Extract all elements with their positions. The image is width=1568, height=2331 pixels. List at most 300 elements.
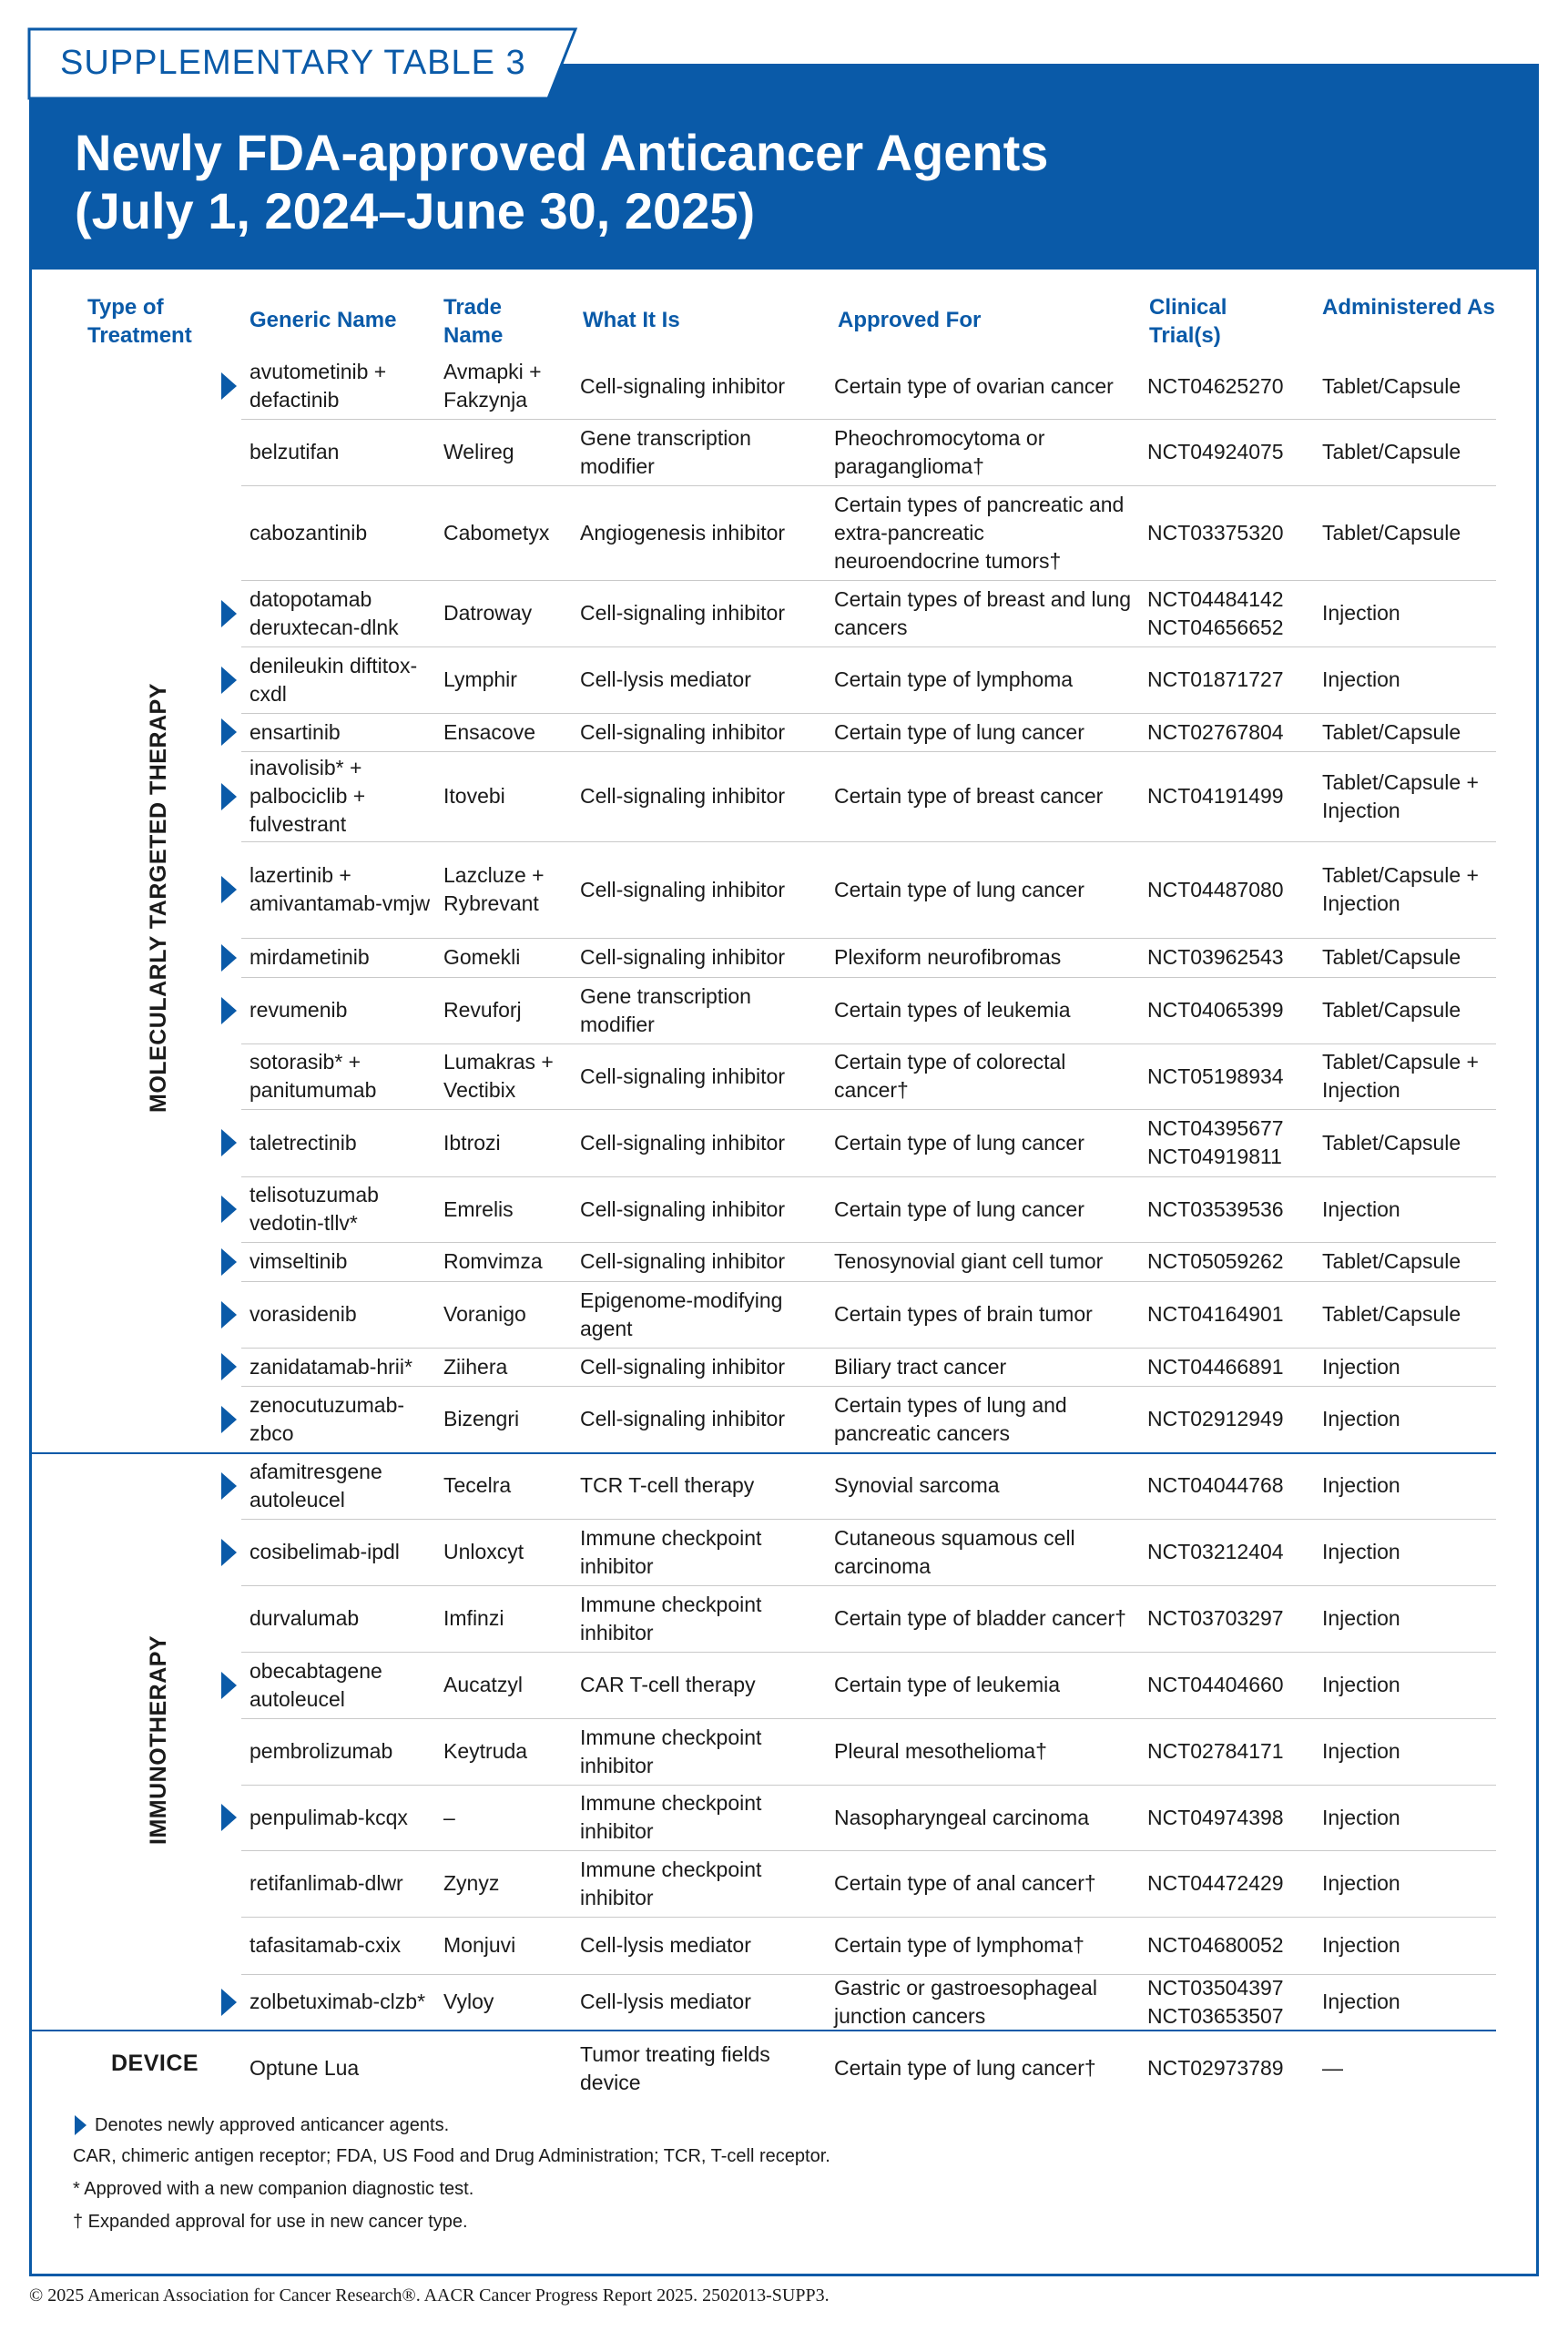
cell-approved-text: Certain types of leukemia — [834, 998, 1071, 1022]
cell-what — [580, 1452, 826, 1519]
cell-admin — [1322, 938, 1495, 977]
cell-trial-text: NCT04487080 — [1147, 877, 1284, 901]
page-title — [75, 124, 1048, 240]
cell-what-text: Cell-signaling inhibitor — [580, 1130, 786, 1155]
cell-admin — [1322, 1281, 1495, 1348]
cell-trade — [443, 646, 571, 713]
cell-what — [580, 1281, 826, 1348]
cell-trial-text: NCT03962543 — [1147, 945, 1284, 969]
cell-what — [580, 485, 826, 580]
new-agent-arrow-icon — [221, 1301, 237, 1328]
footnote-dagger: † Expanded approval for use in new cancer type. — [73, 2212, 468, 2232]
cell-admin-text: Injection — [1322, 1990, 1400, 2013]
cell-generic-text: Optune Lua — [249, 2056, 360, 2080]
cell-admin-text: Tablet/Capsule + Injection — [1322, 1050, 1479, 1102]
cell-what — [580, 1348, 826, 1386]
cell-what-text: Cell-signaling inhibitor — [580, 1354, 786, 1379]
cell-trade — [443, 1176, 571, 1242]
cell-generic — [249, 1281, 436, 1348]
title-line-2: (July 1, 2024–June 30, 2025) — [75, 182, 756, 239]
cell-what — [580, 1785, 826, 1850]
cell-trial-text: NCT04065399 — [1147, 998, 1284, 1022]
cell-what-text: Tumor treating fields device — [580, 2041, 770, 2094]
cell-approved — [834, 1850, 1135, 1917]
cell-approved — [834, 2030, 1135, 2107]
cell-trial — [1147, 580, 1311, 646]
cell-what — [580, 938, 826, 977]
cell-trade-text: Welireg — [443, 440, 514, 463]
new-agent-arrow-icon — [221, 718, 237, 746]
cell-approved — [834, 1785, 1135, 1850]
new-agent-arrow-icon — [221, 600, 237, 627]
cell-approved — [834, 713, 1135, 751]
cell-approved-text: Certain type of lymphoma — [834, 667, 1074, 691]
cell-trade-text: Aucatzyl — [443, 1673, 523, 1696]
cell-generic — [249, 1718, 436, 1785]
cell-trial-text: NCT03703297 — [1147, 1606, 1284, 1630]
new-agent-arrow-icon — [221, 372, 237, 400]
footnote-abbreviations: CAR, chimeric antigen receptor; FDA, US Food and Drug Administration; TCR, T-cell receptor. — [73, 2146, 830, 2166]
cell-generic — [249, 1109, 436, 1176]
cell-generic — [249, 1585, 436, 1652]
cell-generic-text: zolbetuximab-clzb* — [249, 1990, 426, 2013]
cell-trial-text: NCT04395677 NCT04919811 — [1147, 1116, 1284, 1168]
cell-trial — [1147, 353, 1311, 419]
cell-approved-text: Certain type of lung cancer — [834, 1196, 1084, 1221]
cell-generic-text: zanidatamab-hrii* — [249, 1354, 412, 1379]
cell-admin — [1322, 646, 1495, 713]
cell-generic-text: lazertinib + amivantamab-vmjw — [249, 863, 431, 915]
cell-what-text: CAR T-cell therapy — [580, 1673, 756, 1696]
cell-what — [580, 1585, 826, 1652]
cell-generic-text: ensartinib — [249, 719, 341, 744]
cell-what-text: Cell-lysis mediator — [580, 1990, 751, 2013]
cell-approved-text: Certain type of lung cancer — [834, 719, 1084, 744]
cell-approved-text: Certain type of anal cancer† — [834, 1871, 1096, 1895]
cell-trade-text: Cabometyx — [443, 520, 550, 545]
cell-generic — [249, 1917, 436, 1974]
cell-admin — [1322, 580, 1495, 646]
cell-admin — [1322, 1718, 1495, 1785]
cell-admin — [1322, 1652, 1495, 1718]
cell-trade-text: Vyloy — [443, 1990, 494, 2013]
cell-trade-text: Imfinzi — [443, 1606, 504, 1630]
cell-generic — [249, 841, 436, 938]
header-trial: Clinical Trial(s) — [1149, 295, 1227, 348]
cell-generic-text: tafasitamab-cxix — [249, 1933, 402, 1957]
cell-trade — [443, 841, 571, 938]
cell-trial — [1147, 1109, 1311, 1176]
cell-trade-text: Ibtrozi — [443, 1130, 501, 1155]
cell-what — [580, 1386, 826, 1452]
cell-trade — [443, 1043, 571, 1109]
cell-trade — [443, 2030, 571, 2107]
cell-generic — [249, 1974, 436, 2030]
cell-approved-text: Certain types of lung and pancreatic cancers — [834, 1392, 1067, 1445]
cell-trial — [1147, 938, 1311, 977]
cell-generic-text: inavolisib* + palbociclib + fulvestrant — [249, 756, 366, 836]
cell-admin — [1322, 485, 1495, 580]
cell-what — [580, 841, 826, 938]
cell-trade — [443, 1652, 571, 1718]
cell-generic-text: afamitresgene autoleucel — [249, 1459, 382, 1512]
cell-approved-text: Certain type of lung cancer — [834, 877, 1084, 901]
cell-trade-text: Ziihera — [443, 1354, 508, 1379]
cell-trial-text: NCT02784171 — [1147, 1739, 1284, 1763]
cell-admin — [1322, 1348, 1495, 1386]
cell-trade-text: Lymphir — [443, 667, 517, 691]
cell-trade-text: Datroway — [443, 601, 533, 625]
new-agent-arrow-icon — [221, 1804, 237, 1831]
cell-trial-text: NCT02767804 — [1147, 719, 1284, 744]
cell-generic — [249, 353, 436, 419]
cell-admin-text: Injection — [1322, 1407, 1400, 1430]
new-agent-arrow-icon — [221, 1129, 237, 1156]
cell-what — [580, 1242, 826, 1281]
new-agent-arrow-icon — [221, 1472, 237, 1500]
cell-approved — [834, 580, 1135, 646]
cell-what-text: Cell-signaling inhibitor — [580, 784, 786, 808]
cell-approved-text: Cutaneous squamous cell carcinoma — [834, 1525, 1075, 1578]
cell-generic — [249, 1785, 436, 1850]
cell-trial — [1147, 751, 1311, 841]
cell-trade — [443, 580, 571, 646]
cell-what-text: Cell-signaling inhibitor — [580, 1196, 786, 1221]
cell-generic-text: retifanlimab-dlwr — [249, 1871, 403, 1895]
cell-what-text: Cell-signaling inhibitor — [580, 1064, 786, 1088]
copyright: © 2025 American Association for Cancer Research®. AACR Cancer Progress Report 2025. 2502013-SUPP3. — [29, 2285, 830, 2306]
section-label-device: DEVICE — [111, 2051, 199, 2076]
cell-approved-text: Gastric or gastroesophageal junction cancers — [834, 1975, 1097, 2028]
cell-what — [580, 1718, 826, 1785]
cell-generic — [249, 1850, 436, 1917]
cell-trade-text: Lumakras + Vectibix — [443, 1050, 554, 1102]
cell-approved — [834, 419, 1135, 485]
cell-admin — [1322, 2030, 1495, 2107]
new-agent-arrow-icon — [221, 876, 237, 903]
cell-trade-text: Voranigo — [443, 1302, 526, 1326]
cell-generic-text: obecabtagene autoleucel — [249, 1658, 382, 1711]
cell-admin-text: Injection — [1322, 601, 1400, 625]
cell-trade-text: Lazcluze + Rybrevant — [443, 863, 545, 915]
cell-trade — [443, 1974, 571, 2030]
cell-generic — [249, 646, 436, 713]
cell-admin — [1322, 841, 1495, 938]
cell-trial-text: NCT05198934 — [1147, 1064, 1284, 1088]
cell-trade-text: Revuforj — [443, 998, 522, 1022]
cell-approved-text: Certain type of lung cancer† — [834, 2056, 1096, 2080]
cell-generic — [249, 1348, 436, 1386]
cell-admin — [1322, 713, 1495, 751]
cell-trade — [443, 1348, 571, 1386]
cell-admin-text: Injection — [1322, 1871, 1400, 1895]
cell-approved-text: Pleural mesothelioma† — [834, 1739, 1047, 1763]
cell-generic — [249, 580, 436, 646]
cell-what-text: Immune checkpoint inhibitor — [580, 1592, 762, 1644]
cell-approved-text: Plexiform neurofibromas — [834, 945, 1062, 969]
cell-what — [580, 1652, 826, 1718]
cell-trial — [1147, 1652, 1311, 1718]
cell-trade — [443, 1917, 571, 1974]
cell-generic — [249, 977, 436, 1043]
cell-trial-text: NCT04625270 — [1147, 373, 1284, 398]
cell-what-text: Immune checkpoint inhibitor — [580, 1857, 762, 1909]
cell-what-text: Cell-signaling inhibitor — [580, 373, 786, 398]
cell-approved — [834, 977, 1135, 1043]
cell-admin — [1322, 1109, 1495, 1176]
cell-generic-text: penpulimab-kcqx — [249, 1805, 408, 1829]
cell-trial-text: NCT03375320 — [1147, 520, 1284, 545]
cell-trade-text: Tecelra — [443, 1473, 512, 1497]
cell-admin — [1322, 1917, 1495, 1974]
cell-generic-text: pembrolizumab — [249, 1739, 393, 1763]
cell-approved-text: Certain type of bladder cancer† — [834, 1606, 1126, 1630]
cell-trial — [1147, 1281, 1311, 1348]
cell-generic-text: revumenib — [249, 998, 348, 1022]
cell-approved-text: Synovial sarcoma — [834, 1473, 1000, 1497]
cell-generic — [249, 938, 436, 977]
cell-trial-text: NCT01871727 — [1147, 667, 1284, 691]
supplementary-tab — [27, 27, 579, 100]
cell-trial-text: NCT03212404 — [1147, 1540, 1284, 1563]
cell-generic — [249, 419, 436, 485]
cell-approved — [834, 1242, 1135, 1281]
cell-trade-text: Keytruda — [443, 1739, 528, 1763]
cell-approved — [834, 841, 1135, 938]
cell-approved-text: Biliary tract cancer — [834, 1354, 1007, 1379]
cell-trial-text: NCT02973789 — [1147, 2056, 1284, 2080]
header-what: What It Is — [583, 308, 680, 332]
new-agent-arrow-icon — [221, 667, 237, 694]
cell-trial-text: NCT05059262 — [1147, 1249, 1284, 1273]
cell-what — [580, 751, 826, 841]
cell-what — [580, 1917, 826, 1974]
cell-approved — [834, 1718, 1135, 1785]
cell-admin — [1322, 1242, 1495, 1281]
cell-trial — [1147, 1386, 1311, 1452]
cell-trial — [1147, 977, 1311, 1043]
cell-trial — [1147, 1043, 1311, 1109]
cell-trade — [443, 1585, 571, 1652]
cell-trade — [443, 1452, 571, 1519]
cell-trial — [1147, 2030, 1311, 2107]
cell-admin — [1322, 353, 1495, 419]
cell-trade — [443, 938, 571, 977]
cell-trial — [1147, 1348, 1311, 1386]
cell-trial — [1147, 646, 1311, 713]
cell-generic-text: mirdametinib — [249, 945, 370, 969]
cell-admin — [1322, 419, 1495, 485]
cell-admin-text: Tablet/Capsule — [1322, 945, 1461, 969]
cell-generic-text: telisotuzumab vedotin-tllv* — [249, 1183, 379, 1235]
cell-admin-text: Tablet/Capsule + Injection — [1322, 863, 1479, 915]
cell-what — [580, 977, 826, 1043]
cell-approved-text: Certain types of brain tumor — [834, 1302, 1093, 1326]
cell-approved — [834, 1974, 1135, 2030]
cell-trade — [443, 1386, 571, 1452]
cell-admin-text: Tablet/Capsule + Injection — [1322, 769, 1479, 822]
cell-trade — [443, 751, 571, 841]
cell-what — [580, 713, 826, 751]
cell-trade — [443, 977, 571, 1043]
section-label-immuno: IMMUNOTHERAPY — [146, 1634, 171, 1845]
cell-trial — [1147, 1917, 1311, 1974]
cell-trial-text: NCT02912949 — [1147, 1407, 1284, 1430]
cell-what — [580, 646, 826, 713]
cell-trial-text: NCT03539536 — [1147, 1196, 1284, 1221]
cell-admin — [1322, 1974, 1495, 2030]
cell-what-text: Immune checkpoint inhibitor — [580, 1525, 762, 1578]
cell-admin-text: Injection — [1322, 1739, 1400, 1763]
cell-admin-text: Tablet/Capsule — [1322, 520, 1461, 545]
cell-admin-text: Tablet/Capsule — [1322, 719, 1461, 744]
cell-admin — [1322, 1519, 1495, 1585]
cell-approved-text: Certain type of colorectal cancer† — [834, 1050, 1066, 1102]
cell-approved — [834, 1281, 1135, 1348]
cell-trial — [1147, 1242, 1311, 1281]
cell-approved — [834, 1386, 1135, 1452]
new-agent-arrow-icon — [221, 1989, 237, 2016]
header-generic: Generic Name — [249, 308, 397, 332]
cell-what — [580, 1519, 826, 1585]
cell-what-text: Angiogenesis inhibitor — [580, 520, 786, 545]
cell-admin-text: Injection — [1322, 1805, 1400, 1829]
cell-trade-text: Monjuvi — [443, 1933, 516, 1957]
cell-generic-text: vimseltinib — [249, 1249, 348, 1273]
cell-generic — [249, 2030, 436, 2107]
cell-approved — [834, 1043, 1135, 1109]
cell-generic — [249, 1242, 436, 1281]
cell-admin-text: Injection — [1322, 1673, 1400, 1696]
cell-trial-text: NCT04680052 — [1147, 1933, 1284, 1957]
new-agent-arrow-icon — [221, 1196, 237, 1223]
new-agent-arrow-icon — [221, 1353, 237, 1380]
new-agent-arrow-icon — [221, 1672, 237, 1699]
new-agent-arrow-icon — [221, 1539, 237, 1566]
cell-generic — [249, 1386, 436, 1452]
cell-admin-text: Injection — [1322, 1354, 1400, 1379]
cell-trial — [1147, 419, 1311, 485]
header-type: Type of Treatment — [87, 295, 192, 348]
cell-trial — [1147, 1974, 1311, 2030]
cell-admin-text: — — [1322, 2056, 1343, 2080]
cell-approved-text: Pheochromocytoma or paraganglioma† — [834, 425, 1045, 478]
cell-trade — [443, 713, 571, 751]
cell-generic — [249, 1043, 436, 1109]
cell-admin-text: Injection — [1322, 1606, 1400, 1630]
cell-approved-text: Certain type of lymphoma† — [834, 1933, 1084, 1957]
cell-generic-text: denileukin diftitox-cxdl — [249, 653, 418, 706]
cell-generic — [249, 713, 436, 751]
cell-what-text: Cell-signaling inhibitor — [580, 719, 786, 744]
tab-label: SUPPLEMENTARY TABLE 3 — [60, 44, 526, 82]
cell-generic — [249, 485, 436, 580]
cell-admin-text: Injection — [1322, 1473, 1400, 1497]
cell-trade-text: Emrelis — [443, 1196, 514, 1221]
cell-approved-text: Certain type of ovarian cancer — [834, 373, 1114, 398]
cell-admin — [1322, 1176, 1495, 1242]
cell-trade-text: – — [443, 1805, 455, 1829]
cell-what-text: Gene transcription modifier — [580, 425, 751, 478]
cell-approved-text: Certain type of breast cancer — [834, 784, 1104, 808]
cell-trial — [1147, 1850, 1311, 1917]
cell-admin-text: Tablet/Capsule — [1322, 373, 1461, 398]
new-agent-arrow-icon — [221, 1406, 237, 1433]
cell-what — [580, 1850, 826, 1917]
cell-trade — [443, 1850, 571, 1917]
cell-admin-text: Tablet/Capsule — [1322, 998, 1461, 1022]
cell-trade-text: Ensacove — [443, 719, 536, 744]
cell-trial — [1147, 1718, 1311, 1785]
header-trade: Trade Name — [443, 295, 504, 348]
cell-what — [580, 1043, 826, 1109]
cell-admin-text: Injection — [1322, 1540, 1400, 1563]
cell-trade — [443, 1281, 571, 1348]
cell-what — [580, 419, 826, 485]
cell-approved — [834, 1917, 1135, 1974]
cell-admin-text: Injection — [1322, 667, 1400, 691]
cell-generic-text: cosibelimab-ipdl — [249, 1540, 400, 1563]
cell-admin — [1322, 1585, 1495, 1652]
cell-trial — [1147, 841, 1311, 938]
cell-trial-text: NCT04924075 — [1147, 440, 1284, 463]
cell-trade-text: Itovebi — [443, 784, 505, 808]
title-line-1: Newly FDA-approved Anticancer Agents — [75, 124, 1049, 181]
cell-trial-text: NCT04472429 — [1147, 1871, 1284, 1895]
cell-what-text: Gene transcription modifier — [580, 983, 751, 1036]
cell-trade — [443, 353, 571, 419]
cell-admin — [1322, 1043, 1495, 1109]
cell-approved-text: Certain types of breast and lung cancers — [834, 586, 1132, 639]
cell-admin-text: Injection — [1322, 1196, 1400, 1221]
cell-approved — [834, 1652, 1135, 1718]
cell-generic-text: datopotamab deruxtecan-dlnk — [249, 586, 399, 639]
cell-what-text: Cell-signaling inhibitor — [580, 945, 786, 969]
cell-trial-text: NCT04404660 — [1147, 1673, 1284, 1696]
cell-trial-text: NCT04164901 — [1147, 1302, 1284, 1326]
cell-what — [580, 353, 826, 419]
cell-admin-text: Tablet/Capsule — [1322, 1130, 1461, 1155]
cell-trial — [1147, 485, 1311, 580]
cell-admin-text: Injection — [1322, 1933, 1400, 1957]
cell-what-text: Immune checkpoint inhibitor — [580, 1791, 762, 1843]
legend-arrow-icon — [75, 2115, 87, 2135]
cell-admin — [1322, 1452, 1495, 1519]
cell-trial — [1147, 1452, 1311, 1519]
header-admin: Administered As — [1322, 295, 1495, 320]
cell-approved — [834, 485, 1135, 580]
cell-approved — [834, 751, 1135, 841]
cell-trial — [1147, 1176, 1311, 1242]
new-agent-arrow-icon — [221, 944, 237, 972]
header-approved: Approved For — [838, 308, 982, 332]
cell-admin-text: Tablet/Capsule — [1322, 1302, 1461, 1326]
cell-approved — [834, 1519, 1135, 1585]
cell-what-text: Cell-signaling inhibitor — [580, 1407, 786, 1430]
cell-admin-text: Tablet/Capsule — [1322, 440, 1461, 463]
cell-approved-text: Tenosynovial giant cell tumor — [834, 1249, 1104, 1273]
cell-generic — [249, 751, 436, 841]
cell-trial — [1147, 1785, 1311, 1850]
cell-admin — [1322, 1785, 1495, 1850]
cell-what-text: TCR T-cell therapy — [580, 1473, 755, 1497]
cell-approved-text: Certain type of lung cancer — [834, 1130, 1084, 1155]
cell-trial — [1147, 1585, 1311, 1652]
cell-trade — [443, 419, 571, 485]
new-agent-arrow-icon — [221, 997, 237, 1024]
cell-what-text: Cell-signaling inhibitor — [580, 1249, 786, 1273]
cell-trade-text: Avmapki + Fakzynja — [443, 360, 542, 412]
